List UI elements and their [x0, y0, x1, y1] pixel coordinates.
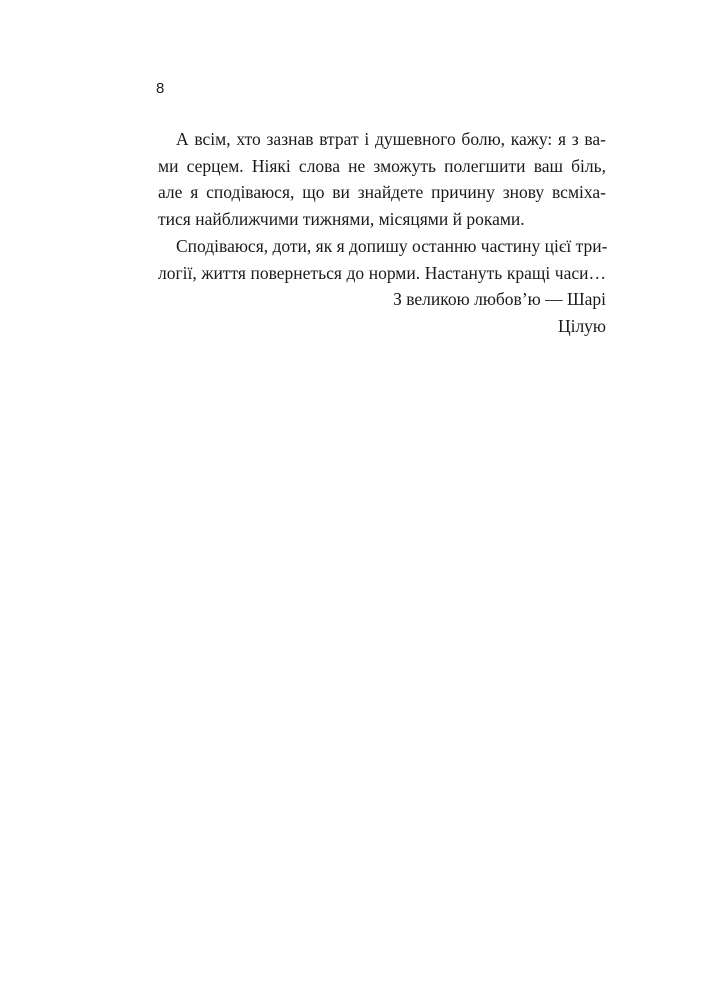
text-line-4: тися найближчими тижнями, місяцями й роками.	[158, 209, 525, 230]
body-text	[158, 126, 606, 340]
signoff-line: Цілую	[557, 315, 606, 336]
closing-line: З великою любов’ю — Шарі	[393, 289, 606, 310]
text-line-3: але я сподіваюся, що ви знайдете причину знову всміха-	[158, 182, 606, 203]
text-line-6: логії, життя повернеться до норми. Настануть кращі часи…	[158, 262, 606, 283]
text-line-5: Сподіваюся, доти, як я допишу останню частину цієї три-	[176, 235, 608, 256]
text-line-2: ми серцем. Ніякі слова не зможуть полегшити ваш біль,	[158, 155, 606, 176]
page-number: 8	[156, 80, 165, 97]
text-line-1: А всім, хто зазнав втрат і душевного болю, кажу: я з ва-	[176, 129, 606, 149]
